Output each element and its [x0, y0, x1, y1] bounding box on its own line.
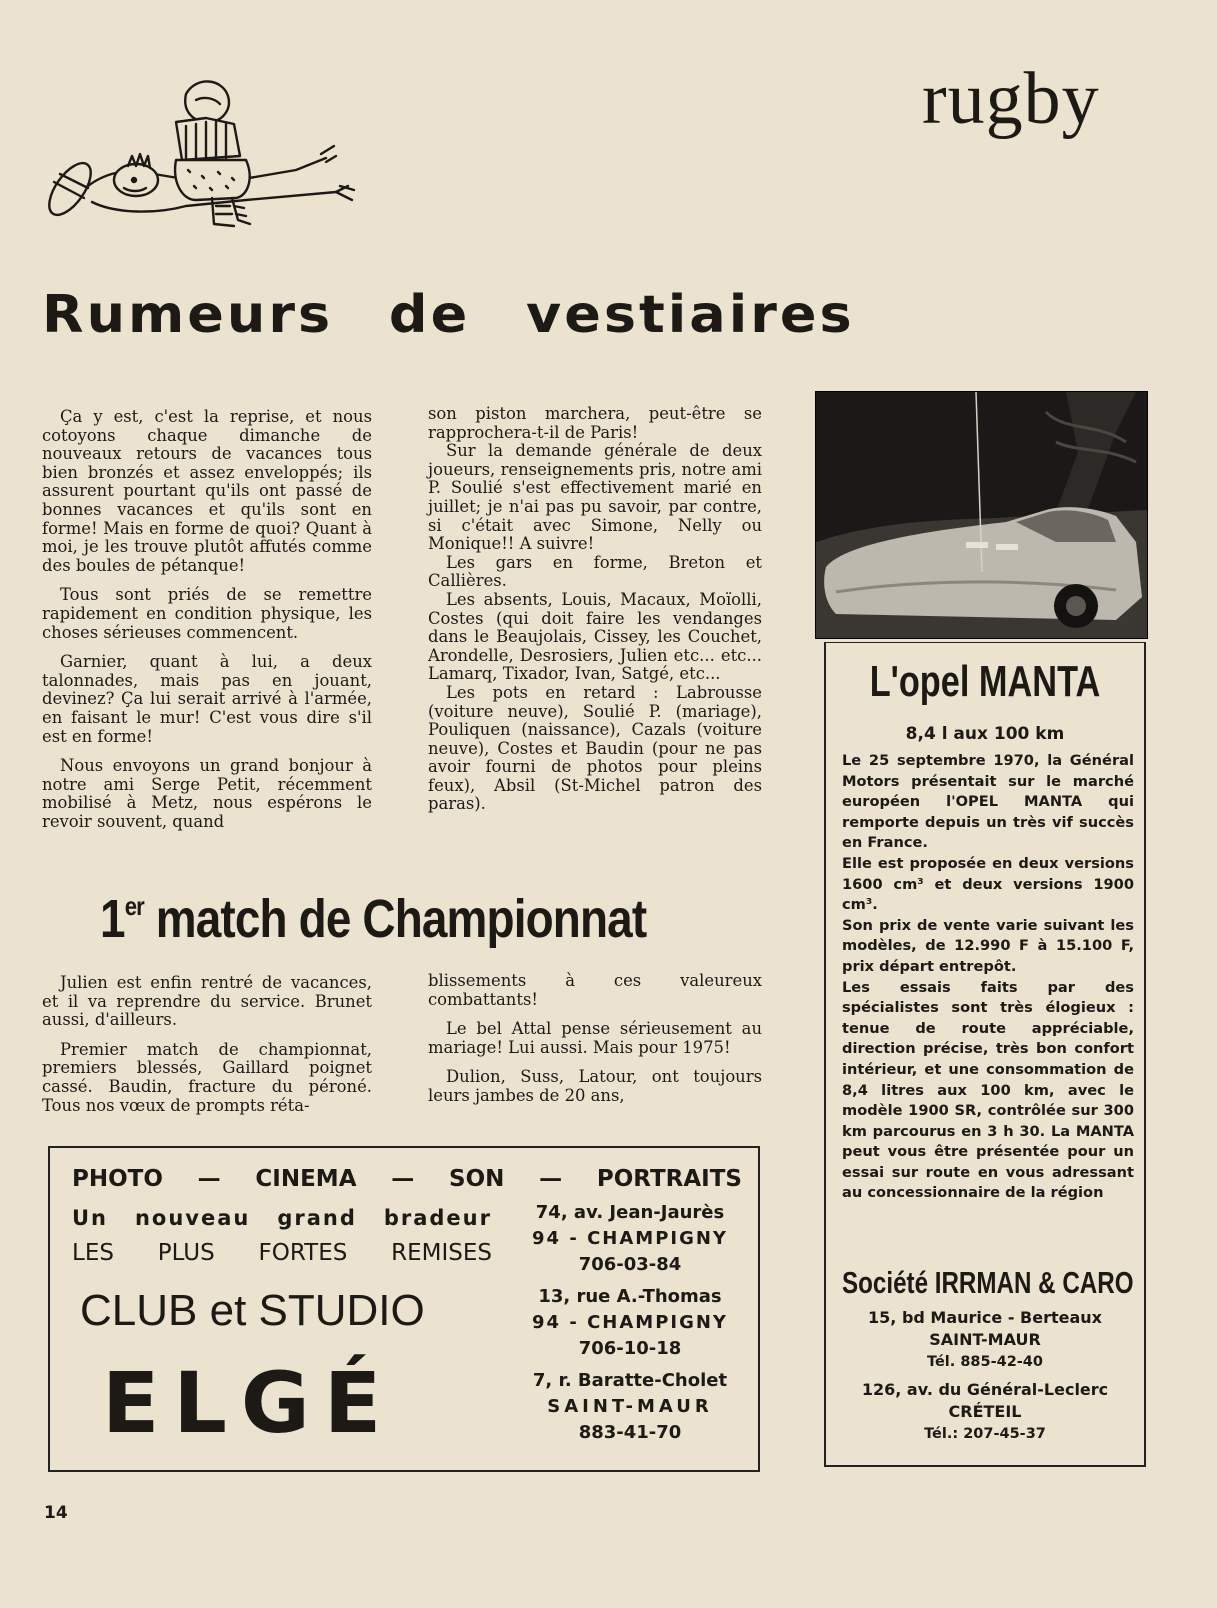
paragraph: Nous envoyons un grand bonjour à notre ami Serge Petit, récemment mobilisé à Metz, nous espérons le revoir souvent, quand	[42, 756, 372, 831]
paragraph: Julien est enfin rentré de vacances, et il va reprendre du service. Brunet aussi, d'ailleurs.	[42, 973, 372, 1030]
paragraph: son piston marchera, peut-être se rapprochera-t-il de Paris!	[428, 404, 762, 442]
dealer-addresses	[826, 1307, 1144, 1445]
page-number: 14	[44, 1503, 68, 1523]
opel-manta-ad	[824, 642, 1146, 1467]
match-column-1	[42, 974, 372, 1115]
shop-phone: 706-03-84	[578, 1254, 682, 1275]
shop-city: SAINT-MAUR	[547, 1396, 713, 1417]
shop-city: 94 - CHAMPIGNY	[532, 1228, 728, 1249]
ad-paragraph: Elle est proposée en deux versions 1600 cm³ et deux versions 1900 cm³.	[842, 854, 1134, 914]
ad-discount-line: LES PLUS FORTES REMISES	[72, 1240, 492, 1266]
dealer-name: Société IRRMAN & CARO	[842, 1265, 1134, 1300]
paragraph: Les gars en forme, Breton et Callières.	[428, 552, 762, 591]
ad-title: L'opel MANTA	[869, 657, 1101, 706]
paragraph: Sur la demande générale de deux joueurs, renseignements pris, notre ami P. Soulié s'est effectivement marié en juillet; je n'ai pas pu savoir, par contre, si c'était avec Simone, Nelly ou Monique!! A suivre!	[428, 441, 762, 554]
article-column-1	[42, 408, 372, 831]
shop-street: 13, rue A.-Thomas	[538, 1286, 722, 1307]
paragraph: Garnier, quant à lui, a deux talonnades, mais pas en jouant, devinez? Ça lui serait arrivé à l'armée, en faisant le mur! C'est vous dire s'il est en forme!	[42, 652, 372, 746]
article-column-2	[428, 405, 762, 814]
address-city: SAINT-MAUR	[929, 1330, 1041, 1349]
paragraph: Ça y est, c'est la reprise, et nous cotoyons chaque dimanche de nouveaux retours de vacances tous bien bronzés et assez enveloppés; ils assurent pourtant qu'ils ont passé de bonnes vacances et qu'ils sont en forme! Mais en forme de quoi? Quant à moi, je les trouve plutôt affutés comme des boules de pétanque!	[42, 407, 372, 575]
paragraph: Premier match de championnat, premiers blessés, Gaillard poignet cassé. Baudin, fracture du péroné. Tous nos vœux de prompts réta-	[42, 1039, 372, 1115]
ad-paragraph: Le 25 septembre 1970, la Général Motors présentait sur le marché européen l'OPEL MANTA qui remporte depuis un très vif succès en France.	[842, 752, 1134, 852]
opel-manta-photo	[815, 391, 1148, 639]
match-section-title: 1er match de Championnat	[100, 889, 647, 949]
shop-addresses	[520, 1200, 740, 1446]
brand-name: ELGÉ	[102, 1354, 396, 1452]
rugby-players-cartoon	[36, 74, 366, 239]
ad-subtitle: 8,4 l aux 100 km	[905, 724, 1065, 744]
article-title: Rumeurs de vestiaires	[42, 284, 855, 345]
ad-paragraph: Les essais faits par des spécialistes sont très élogieux : tenue de route appréciable, direction précise, très bon confort intérieur, et une consommation de 8,4 litres aux 100 km, avec le modèle 1900 SR, contrôlée sur 300 km parcourus en 3 h 30. La MANTA peut vous être présentée pour un essai sur route en vous adressant au concessionnaire de la région	[842, 978, 1134, 1202]
paragraph: Tous sont priés de se remettre rapidement en condition physique, les choses sérieuses commencent.	[42, 585, 372, 642]
paragraph: Dulion, Suss, Latour, ont toujours leurs jambes de 20 ans,	[428, 1067, 762, 1105]
paragraph: blissements à ces valeureux combattants!	[428, 971, 762, 1009]
shop-street: 7, r. Baratte-Cholet	[532, 1370, 728, 1391]
ad-header: PHOTO — CINEMA — SON — PORTRAITS	[72, 1166, 742, 1192]
ad-body	[842, 751, 1134, 1204]
paragraph: Les pots en retard : Labrousse (voiture neuve), Soulié P. (mariage), Pouliquen (naissance), Cazals (voiture neuve), Costes et Baudin (pour ne pas avoir fourni de photos pour pleins feux), Absil (St-Michel patron des paras).	[428, 682, 762, 814]
address-line: 15, bd Maurice - Berteaux	[868, 1308, 1102, 1327]
address-city: CRÉTEIL	[948, 1402, 1022, 1421]
address-phone: Tél. 885-42-40	[927, 1354, 1043, 1370]
shop-street: 74, av. Jean-Jaurès	[535, 1202, 725, 1223]
paragraph: Les absents, Louis, Macaux, Moïolli, Costes (qui doit faire les vendanges dans le Beaujolais, Cissey, les Couchet, Arondelle, Desrosiers, Julien etc... etc... Lamarq, Tixador, Ivan, Satgé, etc...	[428, 589, 762, 684]
elge-ad	[48, 1146, 760, 1472]
shop-phone: 706-10-18	[578, 1338, 682, 1359]
address-line: 126, av. du Général-Leclerc	[861, 1380, 1109, 1399]
shop-city: 94 - CHAMPIGNY	[532, 1312, 728, 1333]
shop-phone: 883-41-70	[578, 1422, 682, 1443]
car-photo-image	[816, 392, 1147, 638]
club-studio-label: CLUB et STUDIO	[80, 1286, 425, 1335]
ad-tagline: Un nouveau grand bradeur	[72, 1206, 492, 1230]
paragraph: Le bel Attal pense sérieusement au mariage! Lui aussi. Mais pour 1975!	[428, 1019, 762, 1057]
address-phone: Tél.: 207-45-37	[924, 1426, 1046, 1442]
ad-paragraph: Son prix de vente varie suivant les modèles, de 12.990 F à 15.100 F, prix départ entrepôt.	[842, 916, 1134, 975]
section-title: rugby	[922, 58, 1100, 140]
match-column-2	[428, 972, 762, 1106]
